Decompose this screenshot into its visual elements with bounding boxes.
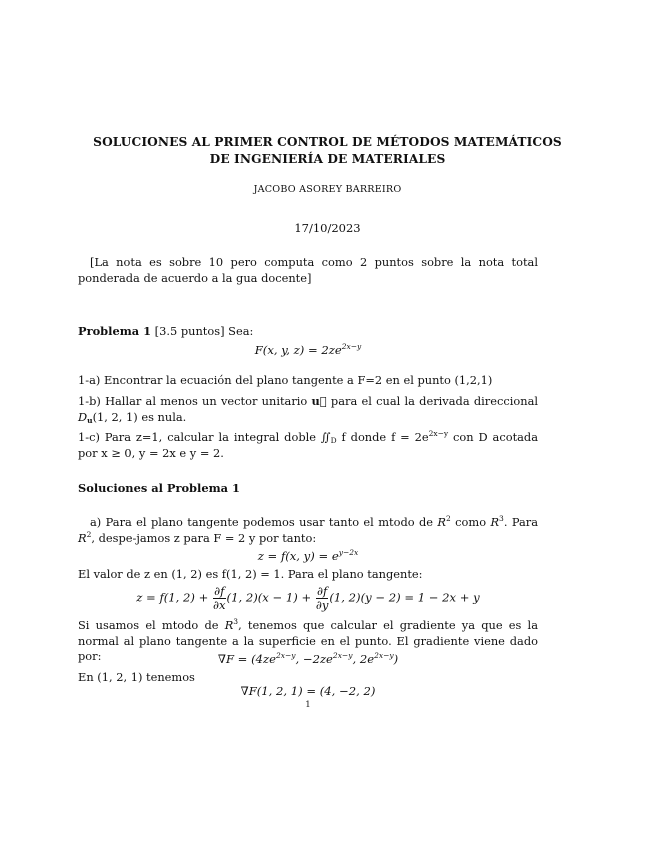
gradient-value: ∇F(1, 2, 1) = (4, −2, 2) xyxy=(240,684,376,698)
author: JACOBO ASOREY BARREIRO xyxy=(253,184,402,195)
problem-label: Problema 1 xyxy=(78,324,152,338)
equation-z: z = f(x, $y) = e^{y-2x}$ xyxy=(257,548,359,563)
r3-method-paragraph: Si usamos el mtodo de $R^3$, tenemos que calcular el gradiente ya que es la normal al plano tangente a la superficie en el punto. El gradiente viene dado por: xyxy=(78,617,538,663)
question-1b: 1-b) Hallar al menos un vector unitario u⃗ para el cual la derivada direccional $D_u(1$, 2, 1) es nula. xyxy=(78,394,538,425)
partial-fx: $\frac{\partial f}{\partial x}$ xyxy=(213,584,226,612)
value-line: El valor de z en (1, 2) es f(1, 2) = 1. Para el plano tangente: xyxy=(78,567,423,581)
title-line-1: SOLUCIONES AL PRIMER CONTROL DE MÉTODOS MATEMÁTICOS xyxy=(93,135,562,149)
tangent-plane-equation: z = f(1, 2) + $\frac{\partial f}{\partial x}$ (1, 2)(x − 1) + $\frac{\partial f}{\partial y}$ (1, 2)(y − 2) = 1 − 2x + y xyxy=(136,584,480,612)
question-1a: 1-a) Encontrar la ecuación del plano tangente a F=2 en el punto (1,2,1) xyxy=(78,373,493,387)
page-number: 1 xyxy=(305,700,311,710)
problem-points: [3.5 puntos] Sea: xyxy=(154,324,254,338)
gradient-equation: $\nabla F = (4ze^{2x-y}$, $-2ze^{2x-y}$, $2e^{2x-y}$) xyxy=(217,651,399,666)
date: 17/10/2023 xyxy=(294,221,361,235)
problem-1-heading xyxy=(78,324,538,340)
title-line-2: DE INGENIERÍA DE MATERIALES xyxy=(209,152,446,166)
question-1c: 1-c) Para z=1, calcular la integral doble $∬_D$ f donde $f = 2e^{2x-y}$ con D acotada por x ≥ 0, y = 2x e y = 2. xyxy=(78,429,539,460)
document-title xyxy=(60,134,595,168)
solutions-heading: Soluciones al Problema 1 xyxy=(78,481,240,495)
solution-a-intro: a) Para el plano tangente podemos usar tanto el mtodo de $R^2$ como $R^3$. Para $R^2$, despe-jamos z para F = 2 y por tanto: xyxy=(78,514,538,545)
unit-vector: u⃗ xyxy=(311,394,327,408)
evaluation-line: En (1, 2, 1) tenemos xyxy=(78,670,195,684)
function-equation: F(x, y, $z) = 2ze^{2x-y}$ xyxy=(254,342,362,357)
grading-note: [La nota es sobre 10 pero computa como 2 puntos sobre la nota total ponderada de acuerdo a la gua docente] xyxy=(78,255,538,285)
partial-fy: $\frac{\partial f}{\partial y}$ xyxy=(315,584,329,612)
